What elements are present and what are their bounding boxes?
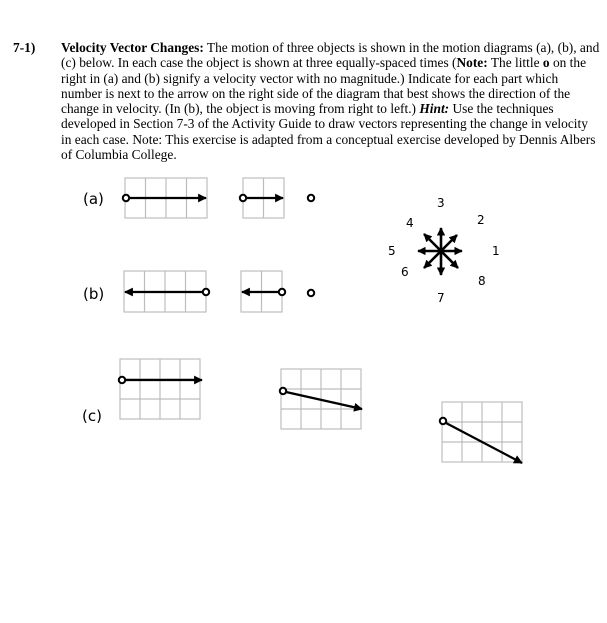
compass-label-1: 1 (492, 244, 500, 258)
compass-arrow-4 (424, 234, 441, 251)
problem-text: Velocity Vector Changes: The motion of three objects is shown in the motion diagrams (a), (b), and (c) below. In each case the object is shown at three equally-spaced times (Note: The little o on the right in (a) and (b) signify a velocity vector with no magnitude.) Indicate for each part which number is next to the arrow on the right side of the diagram that best shows the direction of the change in velocity. (In (b), the object is moving from right to left.) Hint: Use the techniques developed in Section 7-3 of the Activity Guide to draw vectors representing the change in velocity in each case. Note: This exercise is adapted from a conceptual exercise developed by Dennis Albers of Columbia College. (61, 40, 600, 163)
compass-label-7: 7 (437, 291, 445, 305)
diagram-c (82, 359, 522, 463)
position-dot-c2 (280, 388, 286, 394)
problem-number: 7-1) (13, 40, 36, 55)
grid-c1 (120, 359, 200, 419)
compass-label-3: 3 (437, 196, 445, 210)
position-dot-a2 (240, 195, 246, 201)
diagram-c-label: (c) (82, 407, 102, 425)
zero-velocity-dot-a (308, 195, 314, 201)
compass-label-4: 4 (406, 216, 414, 230)
compass-label-5: 5 (388, 244, 396, 258)
velocity-arrow-c3 (446, 423, 522, 463)
velocity-arrow-c2 (286, 392, 362, 409)
position-dot-b2 (279, 289, 285, 295)
grid-c3 (442, 402, 522, 462)
compass-arrow-2 (441, 235, 457, 251)
compass-label-2: 2 (477, 213, 485, 227)
position-dot-a1 (123, 195, 129, 201)
position-dot-c3 (440, 418, 446, 424)
problem-title: Velocity Vector Changes: (61, 40, 204, 55)
compass-arrow-6 (424, 251, 441, 268)
diagram-a-label: (a) (83, 190, 104, 208)
compass-label-8: 8 (478, 274, 486, 288)
position-dot-c1 (119, 377, 125, 383)
diagram-b (83, 271, 314, 312)
compass-label-6: 6 (401, 265, 409, 279)
diagram-a (83, 178, 314, 218)
position-dot-b1 (203, 289, 209, 295)
diagram-b-label: (b) (83, 285, 105, 303)
zero-velocity-dot-b (308, 290, 314, 296)
compass-arrow-8 (441, 251, 458, 268)
direction-compass (388, 196, 500, 305)
